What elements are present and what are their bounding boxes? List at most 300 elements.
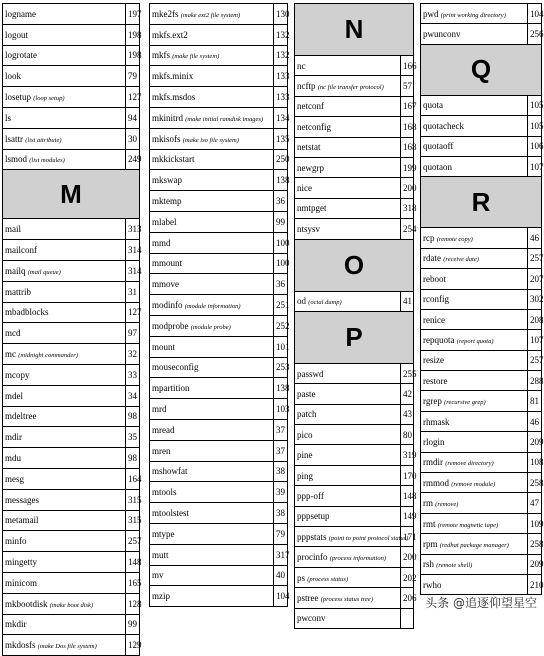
command-cell — [421, 228, 528, 248]
index-column-1 — [2, 3, 140, 656]
command-name: ps — [297, 572, 306, 583]
command-cell — [295, 608, 401, 628]
command-name: mke2fs — [152, 8, 179, 19]
command-note: (octal dump) — [308, 299, 342, 307]
command-row — [3, 489, 140, 510]
command-cell — [3, 219, 126, 240]
page-number: 80 — [401, 425, 414, 445]
command-row — [150, 523, 288, 544]
command-name: mail — [5, 224, 21, 235]
command-row — [3, 24, 140, 45]
command-name: ppp-off — [297, 490, 324, 501]
command-name: pico — [297, 429, 313, 440]
command-name: mv — [152, 570, 164, 581]
command-cell — [295, 506, 401, 526]
command-name: mlabel — [152, 216, 177, 227]
command-cell — [150, 461, 274, 482]
command-name: pstree — [297, 592, 319, 603]
command-name: mmove — [152, 279, 179, 290]
command-row — [295, 567, 414, 587]
command-name: pwunconv — [423, 29, 461, 40]
command-row — [3, 260, 140, 281]
command-cell — [150, 503, 274, 524]
command-cell — [3, 448, 126, 469]
page-number: 257 — [126, 531, 140, 552]
command-row — [295, 198, 414, 218]
page-number: 38 — [274, 503, 288, 524]
command-row — [421, 95, 542, 115]
page-number: 105 — [528, 95, 542, 115]
command-cell — [295, 178, 401, 198]
command-name: mren — [152, 445, 171, 456]
command-name: mailconf — [5, 245, 37, 256]
command-cell — [150, 211, 274, 232]
command-name: ping — [297, 470, 314, 481]
page-number: 315 — [126, 510, 140, 531]
page-number: 319 — [401, 445, 414, 465]
page-number: 133 — [274, 87, 288, 108]
command-cell — [421, 24, 528, 44]
command-row — [150, 357, 288, 378]
page-number: 202 — [401, 567, 414, 587]
command-cell — [150, 66, 274, 87]
command-name: logname — [5, 8, 36, 19]
command-name: mdel — [5, 390, 23, 401]
page-number: 43 — [401, 404, 414, 424]
page-number: 99 — [126, 614, 140, 635]
command-row — [295, 219, 414, 239]
command-row — [3, 427, 140, 448]
page-number: 314 — [126, 260, 140, 281]
command-cell — [295, 219, 401, 239]
command-name: rmt — [423, 518, 436, 529]
command-row — [295, 486, 414, 506]
command-cell — [3, 552, 126, 573]
command-row — [421, 248, 542, 268]
command-name: rmmod — [423, 477, 449, 488]
command-row — [295, 96, 414, 116]
page-number: 81 — [528, 391, 542, 411]
command-row — [150, 211, 288, 232]
command-name: pine — [297, 450, 313, 461]
command-cell — [295, 96, 401, 116]
command-cell — [150, 128, 274, 149]
command-name: mkbootdisk — [5, 598, 48, 609]
command-row — [3, 344, 140, 365]
command-row — [150, 482, 288, 503]
page-number: 46 — [528, 411, 542, 431]
command-row — [295, 291, 414, 311]
command-index-table — [149, 3, 288, 607]
command-cell — [150, 170, 274, 191]
command-row — [3, 593, 140, 614]
command-row — [295, 506, 414, 526]
command-row — [150, 399, 288, 420]
command-name: modinfo — [152, 300, 183, 311]
page-number: 209 — [528, 554, 542, 574]
command-cell — [421, 452, 528, 472]
command-name: patch — [297, 409, 317, 420]
index-column-4 — [420, 3, 542, 595]
command-row — [150, 544, 288, 565]
command-name: reboot — [423, 273, 446, 284]
command-row — [421, 309, 542, 329]
command-row — [295, 157, 414, 177]
command-row — [295, 425, 414, 445]
command-name: messages — [5, 494, 39, 505]
command-note: (point to point protocol status) — [328, 534, 409, 542]
command-note: (make initial ramdisk images) — [185, 115, 264, 123]
command-cell — [295, 486, 401, 506]
command-cell — [150, 87, 274, 108]
page-number: 98 — [126, 448, 140, 469]
page-number: 109 — [528, 513, 542, 533]
command-row — [421, 24, 542, 44]
command-name: mkswap — [152, 175, 182, 186]
command-name: mc — [5, 349, 16, 360]
command-cell — [150, 544, 274, 565]
page-number: 35 — [126, 427, 140, 448]
command-name: mdeltree — [5, 411, 37, 422]
command-cell — [3, 635, 126, 656]
command-row — [295, 527, 414, 547]
command-row — [3, 45, 140, 66]
command-row — [3, 66, 140, 87]
command-cell — [150, 586, 274, 607]
command-name: repquota — [423, 334, 455, 345]
page-number: 167 — [401, 96, 414, 116]
command-cell — [3, 572, 126, 593]
command-name: renice — [423, 314, 445, 325]
page-number: 315 — [126, 489, 140, 510]
command-name: mkinitrd — [152, 112, 183, 123]
command-index-table — [294, 3, 417, 629]
command-row — [150, 149, 288, 170]
command-cell — [3, 489, 126, 510]
page-number: 42 — [401, 384, 414, 404]
page-number: 253 — [274, 357, 288, 378]
page-number: 132 — [274, 24, 288, 45]
command-row — [295, 465, 414, 485]
command-name: rgrep — [423, 396, 442, 407]
command-note: (remove) — [435, 501, 459, 509]
command-note: (midnight commander) — [18, 352, 79, 360]
command-cell — [3, 364, 126, 385]
command-name: passwd — [297, 368, 324, 379]
command-name: mread — [152, 424, 175, 435]
command-row — [295, 137, 414, 157]
command-row — [150, 107, 288, 128]
command-cell — [421, 432, 528, 452]
section-letter: M — [3, 170, 140, 219]
command-name: pppstats — [297, 531, 327, 542]
page-number: 39 — [274, 482, 288, 503]
command-name: mmount — [152, 258, 183, 269]
page-number: 107 — [528, 156, 542, 176]
command-row — [3, 531, 140, 552]
command-name: netconfig — [297, 121, 331, 132]
command-row — [295, 445, 414, 465]
command-note: (report quota) — [456, 337, 494, 345]
command-note: (nc file transfer protocol) — [317, 84, 384, 92]
command-cell — [295, 76, 401, 96]
page-number: 34 — [126, 385, 140, 406]
section-header-row — [3, 170, 140, 219]
command-note: (mail queue) — [27, 268, 61, 276]
page-number: 30 — [126, 128, 140, 149]
command-name: mktemp — [152, 196, 182, 207]
command-cell — [421, 411, 528, 431]
command-cell — [295, 363, 401, 383]
page-number: 166 — [401, 56, 414, 76]
page-number: 258 — [528, 534, 542, 554]
command-row — [421, 493, 542, 513]
command-name: rm — [423, 498, 433, 509]
page-number: 101 — [274, 336, 288, 357]
command-cell — [295, 445, 401, 465]
command-name: mmd — [152, 237, 171, 248]
section-header-row — [421, 44, 542, 95]
command-cell — [150, 565, 274, 586]
command-row — [421, 513, 542, 533]
command-row — [3, 552, 140, 573]
command-row — [295, 384, 414, 404]
command-name: ls — [5, 112, 12, 123]
command-row — [421, 156, 542, 176]
page-number: 130 — [274, 4, 288, 25]
page-number: 252 — [274, 315, 288, 336]
command-row — [421, 269, 542, 289]
command-cell — [421, 156, 528, 176]
command-name: mcopy — [5, 369, 30, 380]
command-name: mbadblocks — [5, 307, 49, 318]
command-row — [3, 448, 140, 469]
command-cell — [3, 302, 126, 323]
command-cell — [295, 117, 401, 137]
page-number: 149 — [401, 506, 414, 526]
command-note: (recursive grep) — [444, 399, 486, 407]
page-number: 36 — [274, 191, 288, 212]
command-cell — [295, 291, 401, 311]
command-row — [150, 191, 288, 212]
page-number: 108 — [528, 452, 542, 472]
command-row — [421, 554, 542, 574]
page-number: 200 — [401, 547, 414, 567]
page-number: 171 — [401, 527, 414, 547]
command-cell — [421, 136, 528, 156]
page-number: 134 — [274, 107, 288, 128]
command-name: rdate — [423, 253, 441, 264]
page-number: 256 — [528, 24, 542, 44]
command-row — [421, 371, 542, 391]
command-cell — [150, 523, 274, 544]
command-cell — [421, 513, 528, 533]
page-number: 165 — [126, 572, 140, 593]
page-number: 148 — [401, 486, 414, 506]
page-number: 168 — [401, 117, 414, 137]
command-cell — [295, 567, 401, 587]
command-name: lsattr — [5, 133, 23, 144]
command-note: (make file system) — [172, 53, 220, 61]
command-name: mkdosfs — [5, 640, 36, 651]
command-name: rconfig — [423, 294, 449, 305]
command-name: metamail — [5, 515, 39, 526]
command-row — [150, 45, 288, 66]
command-cell — [3, 240, 126, 261]
page-number: 100 — [274, 232, 288, 253]
command-cell — [421, 248, 528, 268]
command-note: (list attribute) — [25, 136, 62, 144]
command-name: mkkickstart — [152, 154, 195, 165]
page-number: 170 — [401, 465, 414, 485]
page-number: 288 — [528, 371, 542, 391]
page-number: 210 — [528, 574, 542, 594]
command-name: rwho — [423, 579, 442, 590]
command-name: mkfs — [152, 50, 170, 61]
command-cell — [421, 116, 528, 136]
command-name: mzip — [152, 591, 170, 602]
page-number: 104 — [528, 4, 542, 24]
command-name: newgrp — [297, 162, 324, 173]
command-cell — [150, 274, 274, 295]
command-note: (remote copy) — [436, 236, 473, 244]
command-name: lsmod — [5, 154, 28, 165]
page-number: 127 — [126, 302, 140, 323]
command-name: mkfs.minix — [152, 71, 194, 82]
command-name: ntsysv — [297, 223, 321, 234]
command-cell — [150, 149, 274, 170]
command-row — [295, 178, 414, 198]
command-note: (module information) — [184, 303, 241, 311]
command-cell — [295, 425, 401, 445]
watermark-text: 头条 @追逐仰望星空 — [425, 596, 537, 610]
command-name: procinfo — [297, 552, 328, 563]
page-number: 31 — [126, 281, 140, 302]
command-cell — [3, 593, 126, 614]
page-number: 107 — [528, 330, 542, 350]
page-number: 41 — [401, 291, 414, 311]
command-row — [3, 128, 140, 149]
page-number: 250 — [274, 149, 288, 170]
command-cell — [150, 336, 274, 357]
page-number: 36 — [274, 274, 288, 295]
command-cell — [150, 295, 274, 316]
page-number: 128 — [126, 593, 140, 614]
page-number: 208 — [528, 309, 542, 329]
page-number: 199 — [401, 157, 414, 177]
command-row — [421, 432, 542, 452]
command-row — [3, 107, 140, 128]
command-row — [421, 452, 542, 472]
command-name: mrd — [152, 404, 167, 415]
command-row — [3, 468, 140, 489]
command-row — [150, 87, 288, 108]
command-cell — [3, 614, 126, 635]
page-number: 103 — [274, 399, 288, 420]
command-row — [421, 116, 542, 136]
command-row — [3, 149, 140, 170]
command-row — [421, 391, 542, 411]
command-cell — [150, 253, 274, 274]
command-note: (make ext2 file system) — [180, 11, 241, 19]
command-name: nmtpget — [297, 203, 327, 214]
command-name: quotacheck — [423, 120, 464, 131]
page-number: 46 — [528, 228, 542, 248]
page-number: 164 — [126, 468, 140, 489]
command-cell — [150, 45, 274, 66]
section-letter: O — [295, 239, 414, 291]
command-name: restore — [423, 375, 448, 386]
command-row — [150, 503, 288, 524]
command-cell — [295, 404, 401, 424]
command-note: (list modules) — [29, 157, 65, 165]
page-number: 257 — [528, 248, 542, 268]
command-row — [150, 378, 288, 399]
command-cell — [295, 465, 401, 485]
command-cell — [3, 260, 126, 281]
command-row — [295, 404, 414, 424]
page-number: 135 — [274, 128, 288, 149]
command-name: mattrib — [5, 286, 31, 297]
command-cell — [421, 574, 528, 594]
command-name: losetup — [5, 92, 31, 103]
command-cell — [295, 137, 401, 157]
command-row — [421, 4, 542, 24]
command-name: logout — [5, 29, 29, 40]
command-name: rsh — [423, 559, 434, 570]
page-number: 138 — [274, 378, 288, 399]
page-number: 32 — [126, 344, 140, 365]
command-cell — [150, 191, 274, 212]
command-cell — [150, 378, 274, 399]
command-name: netconf — [297, 101, 324, 112]
command-row — [295, 117, 414, 137]
command-row — [3, 635, 140, 656]
command-cell — [3, 128, 126, 149]
page-number: 99 — [274, 211, 288, 232]
command-row — [3, 281, 140, 302]
page-number: 40 — [274, 565, 288, 586]
command-row — [150, 24, 288, 45]
command-row — [295, 547, 414, 567]
command-name: mount — [152, 341, 176, 352]
page-number: 198 — [126, 24, 140, 45]
page-number: 94 — [126, 107, 140, 128]
command-cell — [421, 269, 528, 289]
command-row — [150, 295, 288, 316]
command-row — [3, 87, 140, 108]
command-row — [421, 574, 542, 594]
command-row — [295, 56, 414, 76]
command-name: mdu — [5, 453, 22, 464]
command-row — [421, 136, 542, 156]
command-cell — [150, 440, 274, 461]
page-number: 302 — [528, 289, 542, 309]
command-name: nc — [297, 60, 306, 71]
section-letter: P — [295, 311, 414, 363]
command-cell — [295, 527, 409, 547]
command-cell — [421, 391, 528, 411]
command-name: modprobe — [152, 320, 189, 331]
page-number: 97 — [126, 323, 140, 344]
command-cell — [3, 406, 126, 427]
section-header-row — [295, 4, 414, 56]
command-cell — [421, 473, 528, 493]
page-number: 168 — [401, 137, 414, 157]
command-name: mtype — [152, 528, 175, 539]
command-index-table — [2, 3, 140, 656]
command-cell — [295, 547, 401, 567]
